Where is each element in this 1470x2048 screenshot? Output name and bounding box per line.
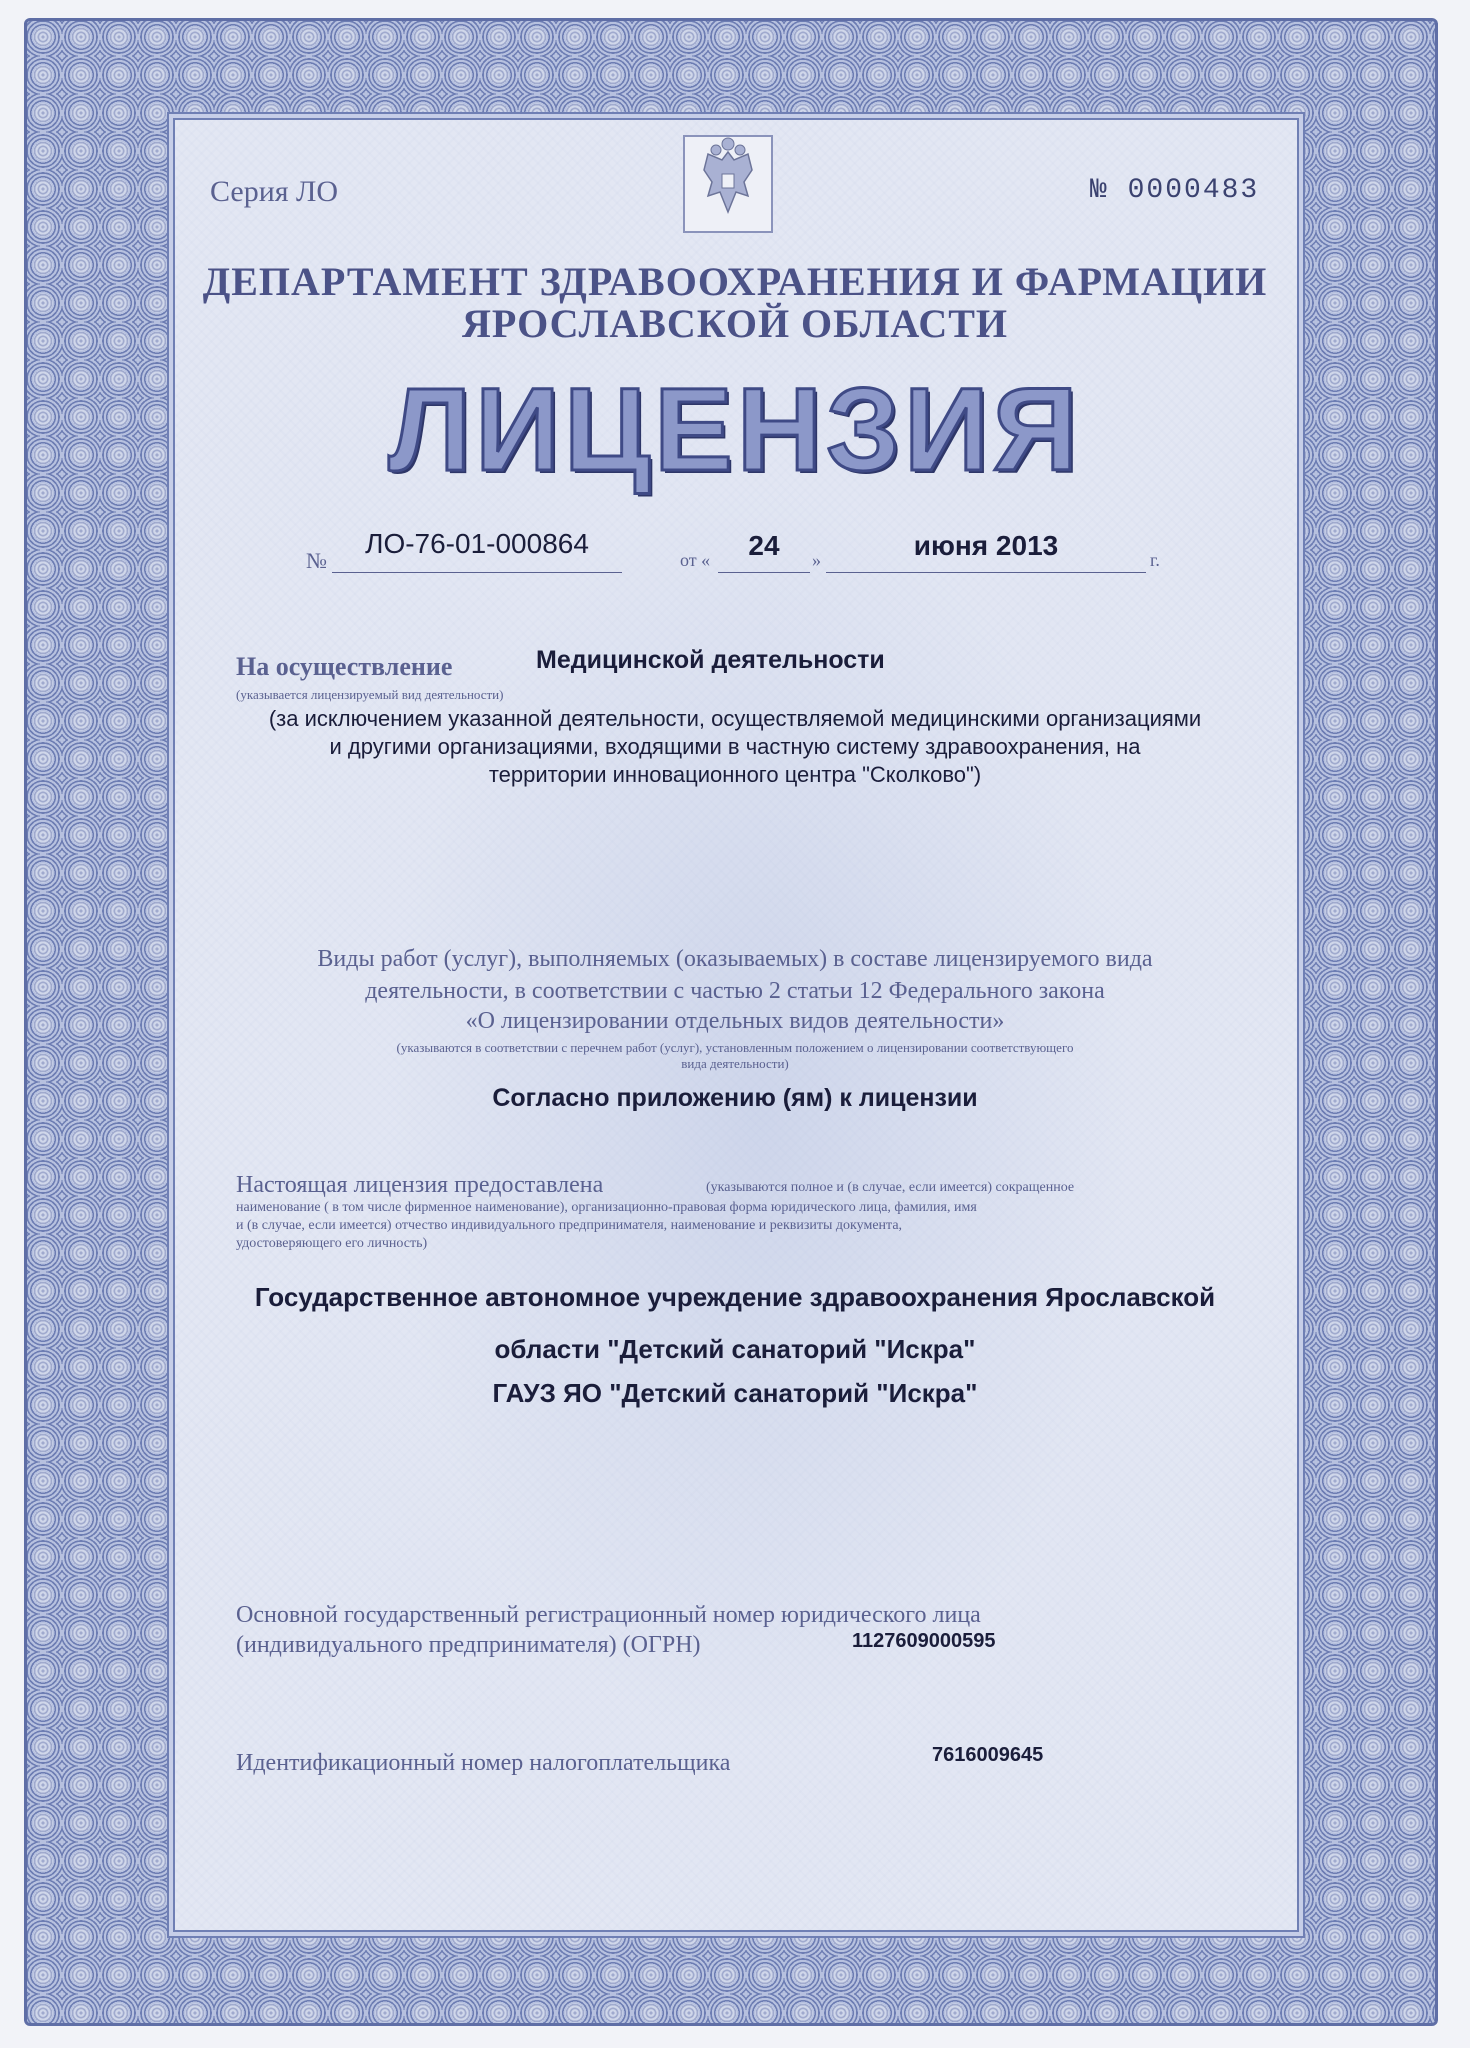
works-line-2: деятельности, в соответствии с частью 2 статьи 12 Федерального закона — [365, 978, 1105, 1004]
day-underline — [718, 572, 810, 573]
org-full-name-2: области "Детский санаторий "Искра" — [494, 1334, 976, 1364]
works-value: Согласно приложению (ям) к лицензии — [492, 1084, 978, 1112]
ogrn-label-1: Основной государственный регистрационный номер юридического лица — [236, 1602, 981, 1628]
works-line-1: Виды работ (услуг), выполняемых (оказываемых) в составе лицензируемого вида — [317, 946, 1153, 972]
date-underline — [826, 572, 1146, 573]
coat-of-arms-icon — [678, 130, 778, 238]
granted-hint-3: и (в случае, если имеется) отчество индивидуального предпринимателя, наименование и реквизиты документа, — [236, 1218, 903, 1233]
series-label: Серия ЛО — [210, 175, 339, 208]
license-month-year: июня 2013 — [913, 530, 1059, 561]
license-number: ЛО-76-01-000864 — [365, 528, 589, 559]
activity-exception-1: (за исключением указанной деятельности, осуществляемой медицинскими организациями — [268, 706, 1202, 731]
activity-exception-2: и другими организациями, входящими в частную систему здравоохранения, на — [329, 734, 1141, 759]
no-label: № — [306, 548, 327, 573]
department-line-1: ДЕПАРТАМЕНТ ЗДРАВООХРАНЕНИЯ И ФАРМАЦИИ — [202, 259, 1268, 304]
from-label: от « — [680, 550, 711, 570]
license-day: 24 — [748, 530, 780, 561]
license-title: ЛИЦЕНЗИЯ — [388, 364, 1082, 496]
ogrn-label-2: (индивидуального предпринимателя) (ОГРН) — [236, 1632, 701, 1658]
granted-hint-4: удостоверяющего его личность) — [236, 1236, 428, 1251]
year-suffix: г. — [1150, 550, 1160, 570]
granted-label: Настоящая лицензия предоставлена — [236, 1172, 604, 1198]
activity-value: Медицинской деятельности — [536, 646, 885, 674]
granted-hint-2: наименование ( в том числе фирменное наименование), организационно-правовая форма юридического лица, фамилия, имя — [236, 1200, 977, 1215]
activity-exception-3: территории инновационного центра "Сколково") — [488, 762, 982, 787]
activity-hint: (указывается лицензируемый вид деятельности) — [236, 687, 504, 702]
close-quote: » — [812, 550, 821, 570]
inn-label: Идентификационный номер налогоплательщика — [236, 1750, 731, 1776]
department-line-2: ЯРОСЛАВСКОЙ ОБЛАСТИ — [461, 301, 1008, 346]
activity-label: На осуществление — [236, 652, 453, 681]
works-hint-2: вида деятельности) — [681, 1056, 789, 1071]
org-short-name: ГАУЗ ЯО "Детский санаторий "Искра" — [492, 1378, 978, 1408]
number-underline — [332, 572, 622, 573]
works-line-3: «О лицензировании отдельных видов деятельности» — [465, 1008, 1005, 1034]
works-hint-1: (указываются в соответствии с перечнем работ (услуг), установленным положением о лицензировании соответствующего — [396, 1040, 1074, 1055]
granted-hint-1: (указываются полное и (в случае, если имеется) сокращенное — [706, 1180, 1075, 1195]
blank-number: № 0000483 — [1090, 175, 1260, 206]
ogrn-value: 1127609000595 — [852, 1630, 996, 1652]
inn-value: 7616009645 — [932, 1744, 1044, 1766]
org-full-name-1: Государственное автономное учреждение здравоохранения Ярославской — [254, 1282, 1216, 1312]
